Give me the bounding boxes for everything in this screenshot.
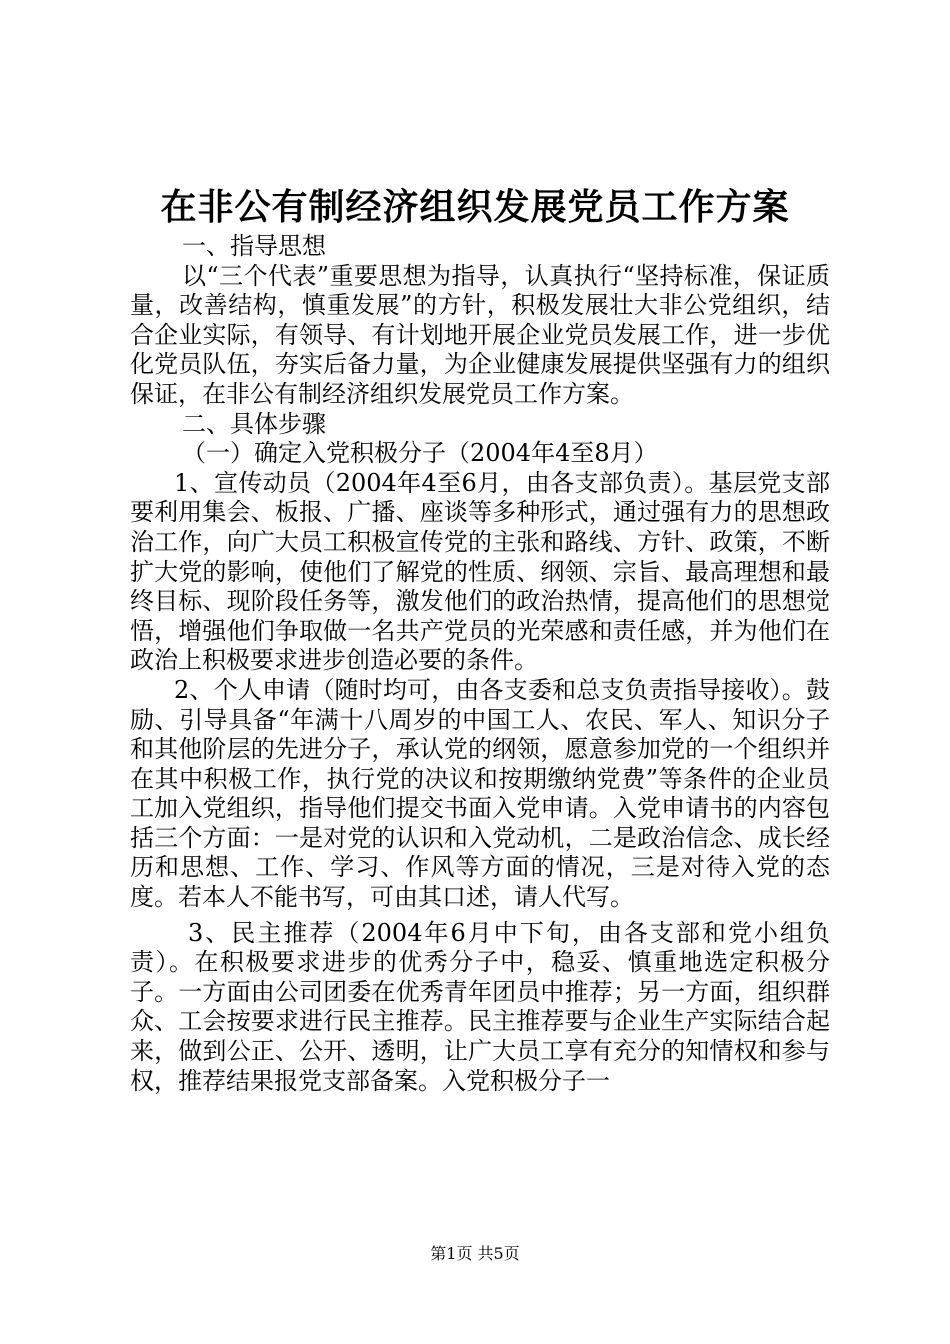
document-body bbox=[130, 232, 830, 1096]
subsection-heading-activists: （一）确定入党积极分子（2004年4至8月） bbox=[182, 439, 658, 468]
document-title: 在非公有制经济组织发展党员工作方案 bbox=[160, 186, 790, 228]
paragraph-step-3: 3、民主推荐（2004年6月中下旬，由各支部和党小组负责）。在积极要求进步的优秀分子中，稳妥、慎重地选定积极分子。一方面由公司团委在优秀青年团员中推荐；另一方面，组织群众、工会按要求进行民主推荐。民主推荐要与企业生产实际结合起来，做到公正、公开、透明，让广大员工享有充分的知情权和参与权，推荐结果报党支部备案。入党积极分子一 bbox=[130, 918, 830, 1095]
paragraph-step-2: 2、个人申请（随时均可，由各支委和总支负责指导接收）。鼓励、引导具备“年满十八周岁的中国工人、农民、军人、知识分子和其他阶层的先进分子，承认党的纲领，愿意参加党的一个组织并在其中积极工作，执行党的决议和按期缴纳党费”等条件的企业员工加入党组织，指导他们提交书面入党申请。入党申请书的内容包括三个方面：一是对党的认识和入党动机，二是政治信念、成长经历和思想、工作、学习、作风等方面的情况，三是对待入党的态度。若本人不能书写，可由其口述，请人代写。 bbox=[130, 675, 830, 912]
section-heading-specific-steps: 二、具体步骤 bbox=[182, 409, 326, 438]
paragraph-guiding-ideology: 以“三个代表”重要思想为指导，认真执行“坚持标准，保证质量，改善结构，慎重发展”的方针，积极发展壮大非公党组织，结合企业实际，有领导、有计划地开展企业党员发展工作，进一步优化党员队伍，夯实后备力量，为企业健康发展提供坚强有力的组织保证，在非公有制经济组织发展党员工作方案。 bbox=[130, 261, 830, 408]
page-number-footer: 第1页 共5页 bbox=[430, 1244, 520, 1263]
section-heading-guiding-ideology: 一、指导思想 bbox=[182, 232, 326, 260]
paragraph-step-1: 1、宣传动员（2004年4至6月，由各支部负责）。基层党支部要利用集会、板报、广播、座谈等多种形式，通过强有力的思想政治工作，向广大员工积极宣传党的主张和路线、方针、政策，不断扩大党的影响，使他们了解党的性质、纲领、宗旨、最高理想和最终目标、现阶段任务等，激发他们的政治热情，提高他们的思想觉悟，增强他们争取做一名共产党员的光荣感和责任感，并为他们在政治上积极要求进步创造必要的条件。 bbox=[130, 468, 830, 675]
